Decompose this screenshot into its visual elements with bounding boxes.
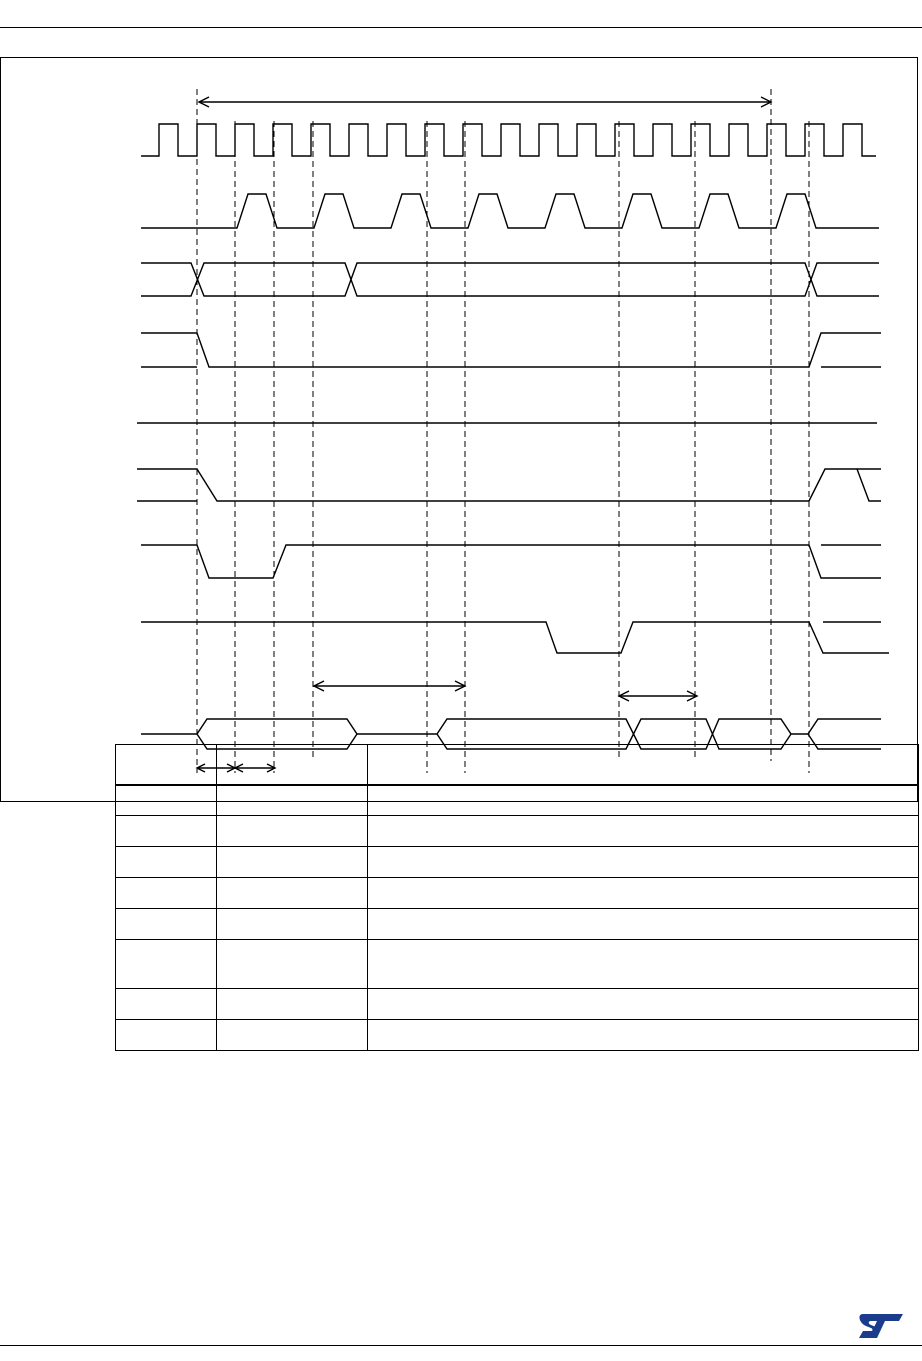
table-cell bbox=[368, 816, 919, 847]
table-row bbox=[116, 1020, 919, 1051]
table-cell bbox=[368, 878, 919, 909]
table-cell bbox=[116, 847, 217, 878]
table-cell bbox=[368, 940, 919, 989]
table-cell bbox=[116, 816, 217, 847]
table-cell bbox=[368, 989, 919, 1020]
span-arrow-mid-1 bbox=[314, 681, 465, 691]
table-cell bbox=[116, 989, 217, 1020]
table-cell bbox=[217, 878, 368, 909]
table-cell bbox=[217, 816, 368, 847]
table-cell bbox=[368, 1020, 919, 1051]
table-row bbox=[116, 989, 919, 1020]
st-logo bbox=[857, 1312, 905, 1340]
table-cell bbox=[217, 909, 368, 940]
clock-waveform bbox=[141, 124, 876, 156]
table-header-cell bbox=[217, 745, 368, 785]
table-cell bbox=[368, 785, 919, 816]
table-cell bbox=[217, 847, 368, 878]
pulse-1-waveform bbox=[141, 545, 881, 578]
table-row bbox=[116, 847, 919, 878]
table-cell bbox=[217, 1020, 368, 1051]
pulse-2-waveform bbox=[141, 622, 889, 653]
span-arrow-mid-2 bbox=[619, 691, 697, 701]
table-cell bbox=[217, 989, 368, 1020]
table-row bbox=[116, 909, 919, 940]
table-row bbox=[116, 878, 919, 909]
timing-diagram-figure bbox=[0, 57, 918, 802]
table-cell bbox=[116, 909, 217, 940]
ready-waveform bbox=[141, 333, 881, 367]
table-cell bbox=[116, 1020, 217, 1051]
table-cell bbox=[368, 909, 919, 940]
span-arrow-top bbox=[199, 97, 771, 107]
table-row bbox=[116, 785, 919, 816]
header-rule bbox=[0, 27, 922, 28]
table-cell bbox=[368, 847, 919, 878]
sel-waveform bbox=[141, 194, 879, 228]
table-cell bbox=[217, 940, 368, 989]
table-header-cell bbox=[368, 745, 919, 785]
table-cell bbox=[116, 940, 217, 989]
footer-rule bbox=[0, 1345, 922, 1346]
table-row bbox=[116, 940, 919, 989]
bus-a-waveform bbox=[141, 263, 879, 296]
table-header-cell bbox=[116, 745, 217, 785]
table-cell bbox=[116, 785, 217, 816]
table-cell bbox=[116, 878, 217, 909]
timing-guides bbox=[197, 89, 809, 773]
table-cell bbox=[217, 785, 368, 816]
parameter-table bbox=[115, 744, 919, 1051]
timing-diagram bbox=[1, 58, 919, 803]
strobe-waveform bbox=[137, 469, 881, 501]
table-row bbox=[116, 816, 919, 847]
table-header-row bbox=[116, 745, 919, 785]
